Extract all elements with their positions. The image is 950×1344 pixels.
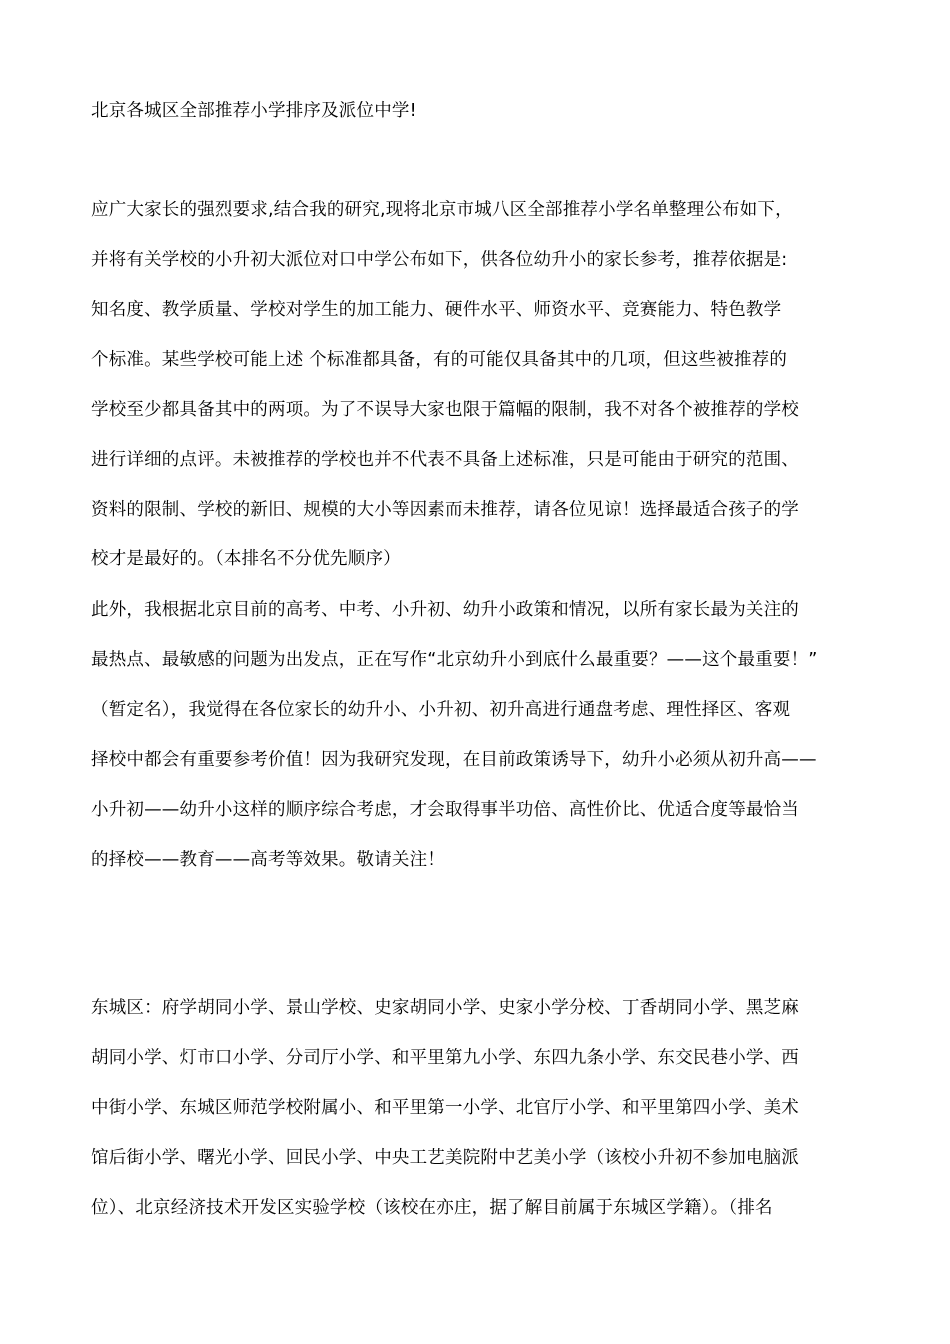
- note-line: 小升初——幼升小这样的顺序综合考虑，才会取得事半功倍、高性价比、优适合度等最恰当: [91, 800, 799, 820]
- intro-line: 校才是最好的。（本排名不分优先顺序）: [91, 549, 401, 569]
- note-line: 择校中都会有重要参考价值！因为我研究发现，在目前政策诱导下，幼升小必须从初升高——: [91, 750, 817, 770]
- note-line: （暂定名），我觉得在各位家长的幼升小、小升初、初升高进行通盘考虑、理性择区、客观: [91, 700, 791, 720]
- dongcheng-line: 馆后街小学、曙光小学、回民小学、中央工艺美院附中艺美小学（该校小升初不参加电脑派: [91, 1148, 799, 1168]
- dongcheng-line: 东城区：府学胡同小学、景山学校、史家胡同小学、史家小学分校、丁香胡同小学、黑芝麻: [91, 998, 799, 1018]
- dongcheng-line: 位）、北京经济技术开发区实验学校（该校在亦庄，据了解目前属于东城区学籍）。（排名: [91, 1198, 773, 1218]
- intro-line: 个标准。某些学校可能上述 个标准都具备，有的可能仅具备其中的几项，但这些被推荐的: [91, 350, 788, 370]
- note-line: 的择校——教育——高考等效果。敬请关注！: [91, 850, 445, 870]
- note-line: 最热点、最敏感的问题为出发点，正在写作“北京幼升小到底什么最重要？——这个最重要！”: [91, 650, 818, 670]
- intro-line: 知名度、教学质量、学校对学生的加工能力、硬件水平、师资水平、竞赛能力、特色教学: [91, 300, 782, 320]
- dongcheng-line: 中街小学、东城区师范学校附属小、和平里第一小学、北官厅小学、和平里第四小学、美术: [91, 1098, 799, 1118]
- intro-line: 并将有关学校的小升初大派位对口中学公布如下，供各位幼升小的家长参考，推荐依据是:: [91, 250, 788, 270]
- intro-line: 应广大家长的强烈要求,结合我的研究,现将北京市城八区全部推荐小学名单整理公布如下，: [91, 200, 793, 220]
- dongcheng-line: 胡同小学、灯市口小学、分司厅小学、和平里第九小学、东四九条小学、东交民巷小学、西: [91, 1048, 799, 1068]
- note-line: 此外，我根据北京目前的高考、中考、小升初、幼升小政策和情况，以所有家长最为关注的: [91, 600, 799, 620]
- intro-line: 资料的限制、学校的新旧、规模的大小等因素而未推荐，请各位见谅！选择最适合孩子的学: [91, 500, 799, 520]
- document-title: 北京各城区全部推荐小学排序及派位中学!: [91, 101, 417, 121]
- intro-line: 学校至少都具备其中的两项。为了不误导大家也限于篇幅的限制，我不对各个被推荐的学校: [91, 400, 799, 420]
- intro-line: 进行详细的点评。未被推荐的学校也并不代表不具备上述标准，只是可能由于研究的范围、: [91, 450, 799, 470]
